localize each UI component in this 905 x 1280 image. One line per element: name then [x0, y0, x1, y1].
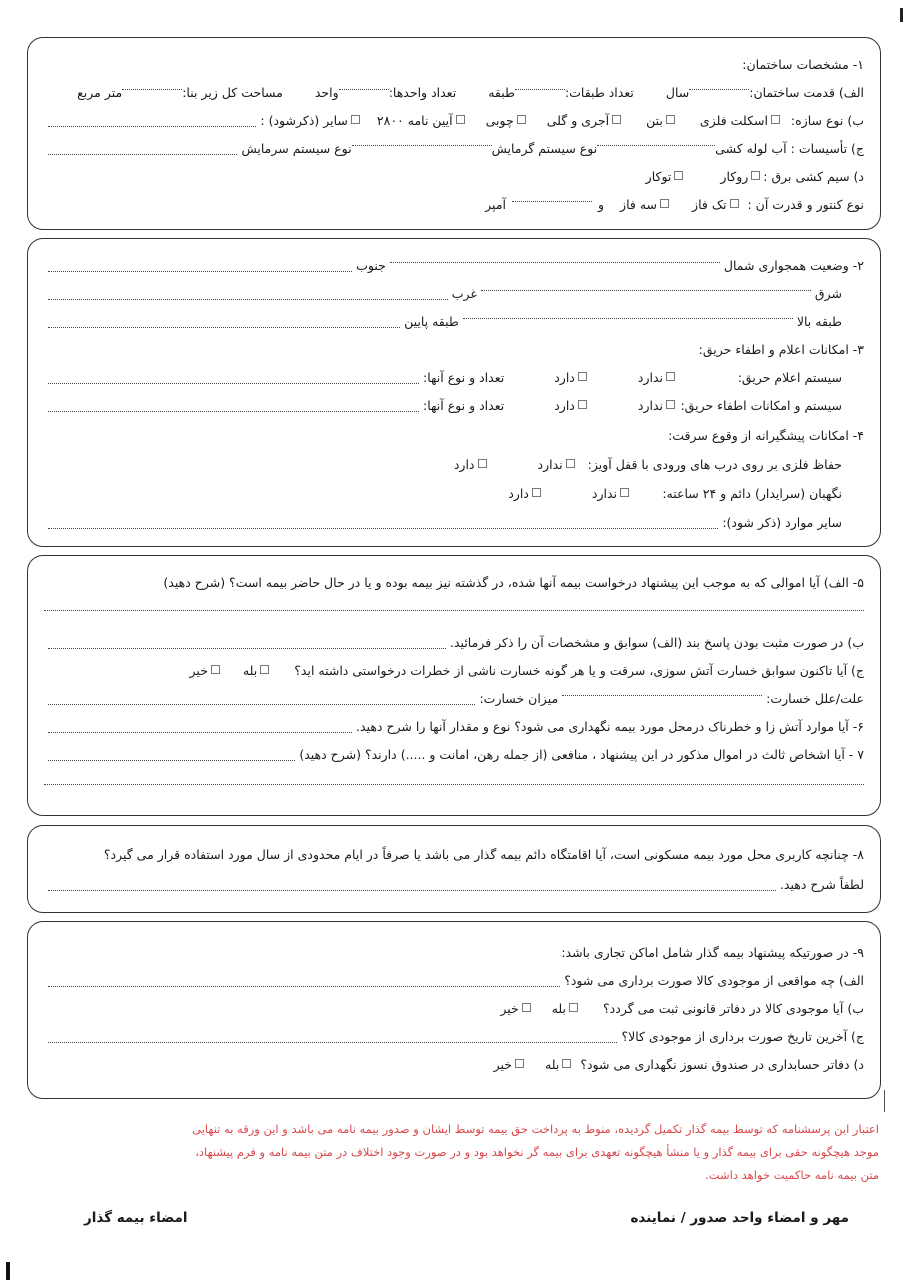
- validity-note-line-1: اعتبار این پرسشنامه که توسط بیمه گذار تکمیل گردیده، منوط به پرداخت حق بیمه توسط ایشان و صدور بیمه نامه می باشد و این ورقه به تنهایی: [192, 1122, 879, 1136]
- loss-row: [28, 684, 880, 712]
- q8-explain-label: لطفاً شرح دهید.: [779, 876, 864, 892]
- q9-title-row: [28, 938, 880, 966]
- year-label: سال: [665, 84, 690, 100]
- policyholder-signature-label: امضاء بیمه گذار: [84, 1210, 188, 1226]
- q5c-no-label: خیر: [189, 662, 208, 678]
- validity-note: [26, 1118, 879, 1187]
- fire-alarm-count-field[interactable]: [48, 383, 419, 384]
- age-field[interactable]: [689, 89, 749, 90]
- extinguish-label: سیستم و امکانات اطفاء حریق:: [680, 397, 842, 413]
- single-phase-checkbox[interactable]: [730, 199, 739, 208]
- s1-row-c: [28, 134, 880, 162]
- q8-text: ۸- چنانچه کاربری محل مورد بیمه مسکونی است، آیا اقامتگاه دائم بیمه گذار می باشد یا صرفاً در ایام محدودی از سال مورد استفاده قرار می گیرد؟: [103, 846, 864, 862]
- q9a-text: الف) چه مواقعی از موجودی کالا صورت برداری می شود؟: [564, 972, 864, 988]
- fire-alarm-count-label: تعداد و نوع آنها:: [423, 369, 505, 385]
- heating-label: نوع سیستم گرمایش: [491, 140, 598, 156]
- unit-label: واحد: [314, 84, 339, 100]
- q5a-row: [28, 568, 880, 596]
- fire-alarm-no-checkbox[interactable]: [666, 372, 675, 381]
- amp-field[interactable]: [512, 201, 592, 202]
- s1-row-d: [28, 162, 880, 190]
- guard-yes-checkbox[interactable]: [478, 459, 487, 468]
- single-phase-label: تک فاز: [692, 196, 727, 212]
- embedded-wiring-label: توکار: [645, 168, 672, 184]
- loss-amount-label: میزان خسارت:: [479, 690, 559, 706]
- section-commercial: [27, 921, 881, 1099]
- age-label: الف) قدمت ساختمان:: [749, 84, 864, 100]
- q9c-text: ج) آخرین تاریخ صورت برداری از موجودی کالا؟: [621, 1028, 864, 1044]
- watchman-yes-label: دارد: [508, 485, 529, 501]
- steel-label: اسکلت فلزی: [699, 112, 768, 128]
- floors-label: تعداد طبقات:: [564, 84, 634, 100]
- q9b-text: ب) آیا موجودی کالا در دفاتر قانونی ثبت می گردد؟: [603, 1000, 864, 1016]
- loss-cause-field[interactable]: [562, 695, 762, 696]
- extinguish-count-label: تعداد و نوع آنها:: [423, 397, 505, 413]
- q6-text: ۶- آیا موارد آتش زا و خطرناک درمحل مورد بیمه نگهداری می شود؟ نوع و مقدار آنها را شرح دهید.: [356, 718, 864, 734]
- south-field[interactable]: [48, 271, 352, 272]
- theft-title: ۴- امکانات پیشگیرانه از وقوع سرقت:: [668, 427, 864, 443]
- q9d-no-checkbox[interactable]: [515, 1059, 524, 1068]
- q9d-text: د) دفاتر حسابداری در صندوق نسوز نگهداری می شود؟: [580, 1056, 864, 1072]
- q9d-no-label: خیر: [493, 1056, 513, 1072]
- q8-row: [28, 840, 880, 868]
- upper-floor-field[interactable]: [463, 318, 793, 319]
- wood-label: چوبی: [485, 112, 514, 128]
- south-label: جنوب: [356, 257, 386, 273]
- q9b-row: [28, 994, 880, 1022]
- guard-no-label: ندارد: [537, 456, 563, 472]
- q9b-no-checkbox[interactable]: [522, 1003, 531, 1012]
- q5a-answer-line[interactable]: [44, 610, 864, 611]
- q9c-field[interactable]: [48, 1042, 617, 1043]
- extinguish-row: [28, 391, 880, 419]
- concrete-checkbox[interactable]: [666, 115, 675, 124]
- q5a-text: ۵- الف) آیا اموالی که به موجب این پیشنهاد درخواست بیمه آنها شده، در گذشته نیز بیمه بوده و یا در حال حاضر بیمه است؟ (شرح دهید): [163, 574, 864, 590]
- fire-title: ۳- امکانات اعلام و اطفاء حریق:: [698, 341, 864, 357]
- concrete-label: بتن: [646, 112, 663, 128]
- theft-title-row: [28, 421, 880, 449]
- watchman-no-checkbox[interactable]: [620, 488, 629, 497]
- cooling-label: نوع سیستم سرمایش: [241, 140, 352, 156]
- extinguish-count-field[interactable]: [48, 411, 419, 412]
- q6-row: [28, 712, 880, 740]
- loss-amount-field[interactable]: [48, 704, 475, 705]
- guard-row: [28, 450, 880, 478]
- section-neighbors-fire-theft: [27, 238, 881, 547]
- q6-field[interactable]: [48, 732, 352, 733]
- q9-title: ۹- در صورتیکه پیشنهاد بیمه گذار شامل اماکن تجاری باشد:: [561, 944, 864, 960]
- fire-alarm-yes-checkbox[interactable]: [578, 372, 587, 381]
- units-label: تعداد واحدها:: [388, 84, 457, 100]
- wood-checkbox[interactable]: [517, 115, 526, 124]
- heating-field[interactable]: [352, 145, 492, 146]
- q9d-yes-checkbox[interactable]: [562, 1059, 571, 1068]
- q8-explain-row: [28, 870, 880, 898]
- extinguish-yes-label: دارد: [554, 397, 575, 413]
- brick-label: آجری و گلی: [546, 112, 610, 128]
- s1-row-e: [28, 190, 880, 218]
- brick-checkbox[interactable]: [612, 115, 621, 124]
- page-edge-mark: [900, 8, 903, 22]
- area-label: مساحت کل زیر بنا:: [182, 84, 283, 100]
- section-building-specs: [27, 37, 881, 230]
- west-field[interactable]: [48, 299, 448, 300]
- east-field[interactable]: [481, 290, 811, 291]
- fire-alarm-no-label: ندارد: [637, 369, 663, 385]
- fire-title-row: [28, 335, 880, 363]
- wiring-label: د) سیم کشی برق :: [763, 168, 864, 184]
- north-label: ۲- وضعیت همجواری شمال: [723, 257, 864, 273]
- q7-text: ۷ - آیا اشخاص ثالث در اموال مذکور در این پیشنهاد ، منافعی (از جمله رهن، امانت و .....) دارند؟ (شرح دهید): [299, 746, 864, 762]
- q5b-row: [28, 628, 880, 656]
- q9b-no-label: خیر: [500, 1000, 519, 1016]
- north-field[interactable]: [390, 262, 720, 263]
- fire-alarm-row: [28, 363, 880, 391]
- plumbing-field[interactable]: [597, 145, 715, 146]
- lower-floor-label: طبقه پایین: [404, 313, 459, 329]
- embedded-wiring-checkbox[interactable]: [674, 171, 683, 180]
- floor-unit-label: طبقه: [488, 84, 515, 100]
- page-corner-mark: [6, 1262, 10, 1280]
- q7-row: [28, 740, 880, 768]
- cooling-field[interactable]: [48, 154, 237, 155]
- fire-alarm-label: سیستم اعلام حریق:: [737, 369, 842, 385]
- extinguish-no-label: ندارد: [637, 397, 663, 413]
- surface-wiring-label: روکار: [720, 168, 749, 184]
- code2800-label: آیین نامه ۲۸۰۰: [376, 112, 453, 128]
- lower-floor-field[interactable]: [48, 327, 400, 328]
- guard-no-checkbox[interactable]: [566, 459, 575, 468]
- q5c-no-checkbox[interactable]: [211, 665, 220, 674]
- validity-note-line-2: موجد هیچگونه حقی برای بیمه گذار و یا منشأ هیچگونه تعهدی برای بیمه گر نخواهد بود و در صورت وجود اختلاف در متن بیمه نامه و فرم پیشنهاد،: [195, 1145, 879, 1159]
- other-structure-field[interactable]: [48, 126, 256, 127]
- watchman-yes-checkbox[interactable]: [532, 488, 541, 497]
- validity-note-line-3: متن بیمه نامه حاکمیت خواهد داشت.: [705, 1168, 879, 1182]
- q9d-yes-label: بله: [545, 1056, 560, 1072]
- q9a-field[interactable]: [48, 986, 560, 987]
- q9b-yes-checkbox[interactable]: [569, 1003, 578, 1012]
- watchman-no-label: ندارد: [591, 485, 617, 501]
- east-row: [28, 279, 880, 307]
- area-field[interactable]: [122, 89, 182, 90]
- q9a-row: [28, 966, 880, 994]
- steel-checkbox[interactable]: [771, 115, 780, 124]
- loss-cause-label: علت/علل خسارت:: [766, 690, 864, 706]
- east-label: شرق: [814, 285, 842, 301]
- north-row: [28, 251, 880, 279]
- other-structure-label: سایر (ذکرشود) :: [260, 112, 348, 128]
- q5c-yes-label: بله: [242, 662, 258, 678]
- three-phase-checkbox[interactable]: [660, 199, 669, 208]
- upper-floor-label: طبقه بالا: [796, 313, 842, 329]
- fire-alarm-yes-label: دارد: [554, 369, 575, 385]
- plumbing-label: ج) تأسیسات : آب لوله کشی: [715, 140, 864, 156]
- margin-tick: [884, 1090, 885, 1112]
- other-structure-checkbox[interactable]: [351, 115, 360, 124]
- s1-title-row: [28, 50, 880, 78]
- q7-field[interactable]: [48, 760, 295, 761]
- watchman-row: [28, 479, 880, 507]
- q5c-yes-checkbox[interactable]: [260, 665, 269, 674]
- s1-title: ۱- مشخصات ساختمان:: [742, 56, 864, 72]
- floors-field[interactable]: [515, 89, 565, 90]
- west-label: غرب: [451, 285, 477, 301]
- s1-row-a: [28, 78, 880, 106]
- extinguish-yes-checkbox[interactable]: [578, 400, 587, 409]
- q5b-text: ب) در صورت مثبت بودن پاسخ بند (الف) سوابق و مشخصات آن را ذکر فرمائید.: [450, 634, 864, 650]
- structure-type-label: ب) نوع سازه:: [790, 112, 864, 128]
- q7-answer-line[interactable]: [44, 784, 864, 785]
- s1-row-b: [28, 106, 880, 134]
- theft-other-row: [28, 508, 880, 536]
- surface-wiring-checkbox[interactable]: [751, 171, 760, 180]
- seal-label: مهر و امضاء واحد صدور / نماینده: [630, 1210, 849, 1226]
- amp-label: آمپر: [485, 196, 506, 212]
- section-residence: [27, 825, 881, 913]
- three-phase-label: سه فاز: [620, 196, 658, 212]
- watchman-label: نگهبان (سرایدار) دائم و ۲۴ ساعته:: [662, 485, 842, 501]
- q9c-row: [28, 1022, 880, 1050]
- q5b-field[interactable]: [48, 648, 446, 649]
- q5c-row: [28, 656, 880, 684]
- guard-label: حفاظ فلزی بر روی درب های ورودی با قفل آویز:: [587, 456, 842, 472]
- m2-label: متر مربع: [77, 84, 123, 100]
- q5c-text: ج) آیا تاکنون سوابق خسارت آتش سوزی، سرقت و یا هر گونه خسارت ناشی از خطرات درخواستی داشته اید؟: [294, 662, 864, 678]
- meter-label: نوع کنتور و قدرت آن :: [747, 196, 864, 212]
- floors-row: [28, 307, 880, 335]
- guard-yes-label: دارد: [453, 456, 475, 472]
- q9b-yes-label: بله: [551, 1000, 567, 1016]
- units-field[interactable]: [339, 89, 389, 90]
- theft-other-field[interactable]: [48, 528, 718, 529]
- and-label: و: [598, 196, 605, 212]
- section-insurance-history: [27, 555, 881, 816]
- q8-explain-field[interactable]: [48, 890, 776, 891]
- theft-other-label: سایر موارد (ذکر شود):: [722, 514, 842, 530]
- code2800-checkbox[interactable]: [456, 115, 465, 124]
- extinguish-no-checkbox[interactable]: [666, 400, 675, 409]
- q9d-row: [28, 1050, 880, 1078]
